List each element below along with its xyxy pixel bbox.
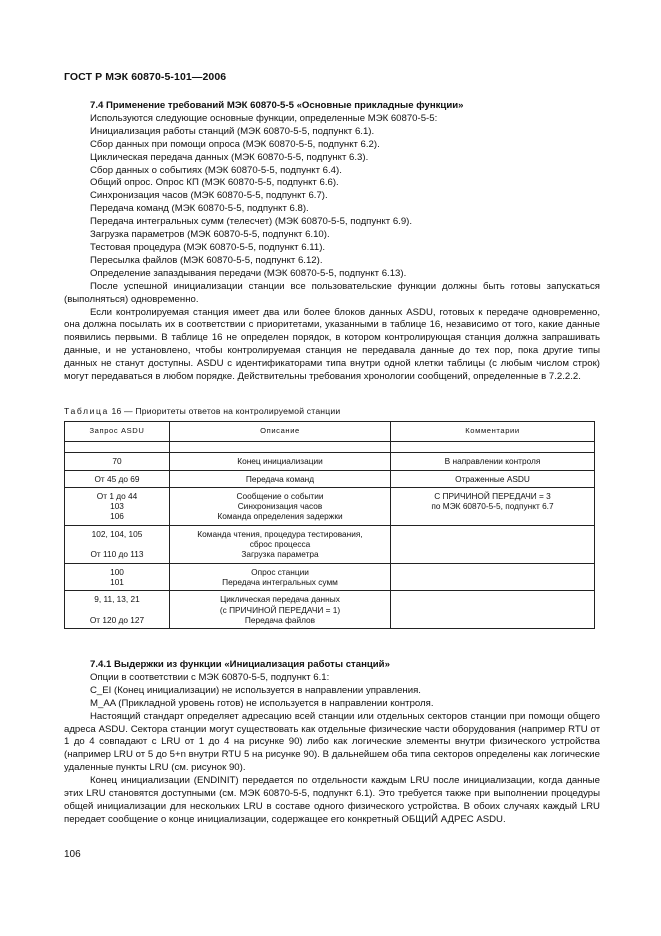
paragraph: M_AA (Прикладной уровень готов) не используется в направлении контроля. [90,697,434,709]
comment-cell [391,525,595,563]
function-item: Сбор данных о событиях (МЭК 60870-5-5, подпункт 6.4). [90,164,342,176]
paragraph: Конец инициализации (ENDINIT) передается по отдельности каждым LRU после инициализации, когда данные этих LRU становятся доступными (см. МЭК 60870-5-5, подпункт 6.1). Это требуется также при выполнении процедуры общей инициализации для нескольких LRU в составе одного физического устройства. В обоих случаях каждый LRU передает сообщение о конце инициализации, содержащее его конкретный ОБЩИЙ АДРЕС ASDU. [64,775,600,825]
function-item: Тестовая процедура (МЭК 60870-5-5, подпункт 6.11). [90,241,326,253]
col-header-description: Описание [170,422,391,442]
priority-table [64,421,595,629]
description-cell: Сообщение о событии Синхронизация часов Команда определения задержки [170,487,391,525]
col-header-asdu: Запрос ASDU [65,422,170,442]
description-cell: Команда чтения, процедура тестирования, сброс процесса Загрузка параметра [170,525,391,563]
function-item: Передача интегральных сумм (телесчет) (МЭК 60870-5-5, подпункт 6.9). [90,216,413,228]
function-item: Передача команд (МЭК 60870-5-5, подпункт 6.8). [90,203,309,215]
asdu-cell: 9, 11, 13, 21 От 120 до 127 [65,591,170,629]
comment-cell [391,591,595,629]
function-item: Циклическая передача данных (МЭК 60870-5-5, подпункт 6.3). [90,151,369,163]
function-item: Синхронизация часов (МЭК 60870-5-5, подпункт 6.7). [90,190,328,202]
table-row [65,453,595,470]
table-row [65,470,595,487]
table-spacer-row [65,442,595,453]
comment-cell [391,563,595,591]
asdu-cell: 102, 104, 105 От 110 до 113 [65,525,170,563]
asdu-cell: 100 101 [65,563,170,591]
comment-cell: В направлении контроля [391,453,595,470]
table-caption-text: 16 — Приоритеты ответов на контролируемой станции [108,406,341,416]
section-intro: Используются следующие основные функции, определенные МЭК 60870-5-5: [90,112,438,124]
function-item: Общий опрос. Опрос КП (МЭК 60870-5-5, подпункт 6.6). [90,177,339,189]
table-row [65,525,595,563]
table-row [65,591,595,629]
section-heading: 7.4.1 Выдержки из функции «Инициализация работы станций» [90,659,390,670]
document-header: ГОСТ Р МЭК 60870-5-101—2006 [64,71,227,83]
function-item: Загрузка параметров (МЭК 60870-5-5, подпункт 6.10). [90,229,330,241]
description-cell: Опрос станции Передача интегральных сумм [170,563,391,591]
function-item: Пересылка файлов (МЭК 60870-5-5, подпункт 6.12). [90,254,323,266]
table-caption [64,406,340,416]
comment-cell: С ПРИЧИНОЙ ПЕРЕДАЧИ = 3 по МЭК 60870-5-5, подпункт 6.7 [391,487,595,525]
table-caption-label: Таблица [64,406,109,416]
description-cell: Циклическая передача данных (с ПРИЧИНОЙ ПЕРЕДАЧИ = 1) Передача файлов [170,591,391,629]
function-item: Сбор данных при помощи опроса (МЭК 60870-5-5, подпункт 6.2). [90,138,380,150]
section-7-4-1 [64,659,600,827]
table-row [65,563,595,591]
paragraph: Опции в соответствии с МЭК 60870-5-5, подпункт 6.1: [90,671,330,683]
paragraph: После успешной инициализации станции все пользовательские функции должны быть готовы запускаться (выполняться) одновременно. [64,280,600,305]
asdu-cell: 70 [65,453,170,470]
asdu-cell: От 1 до 44 103 106 [65,487,170,525]
col-header-comments: Комментарии [391,422,595,442]
asdu-cell: От 45 до 69 [65,470,170,487]
comment-cell: Отраженные ASDU [391,470,595,487]
paragraph: Настоящий стандарт определяет адресацию всей станции или отдельных секторов станции при помощи общего адреса ASDU. Сектора станции могут существовать как отдельные физические части оборудования (например RTU от 1 до 4 совпадают с LRU от 1 до 4 на рисунке 90) либо как логические элементы внутри физического устройства (например LRU от 5 до 5+n внутри RTU 5 на рисунке 90). В дальнейшем оба типа секторов определены как логические удаленные пункты LRU (см. рисунок 90). [64,710,600,774]
function-item: Инициализация работы станций (МЭК 60870-5-5, подпункт 6.1). [90,125,375,137]
page-number: 106 [64,849,81,860]
paragraph: C_EI (Конец инициализации) не используется в направлении управления. [90,684,421,696]
table-header-row [65,422,595,442]
section-7-4 [64,100,600,384]
section-heading: 7.4 Применение требований МЭК 60870-5-5 «Основные прикладные функции» [90,100,464,111]
function-item: Определение запаздывания передачи (МЭК 60870-5-5, подпункт 6.13). [90,267,407,279]
paragraph: Если контролируемая станция имеет два или более блоков данных ASDU, готовых к передаче одновременно, она должна посылать их в соответствии с приоритетами, указанными в таблице 16, независимо от того, какие данные появились первыми. В таблице 16 не определен порядок, в котором контролирующая станция должна запрашивать данные, и не установлено, чтобы контролируемая станция не передавала данные до тех пор, пока другие типы данных не станут доступны. ASDU с идентификаторами типа внутри одной клетки таблицы (с любым числом строк) могут передаваться в любом порядке. Действительны требования хронологии сообщений, определенные в 7.2.2.2. [64,306,600,383]
table-row [65,487,595,525]
description-cell: Конец инициализации [170,453,391,470]
description-cell: Передача команд [170,470,391,487]
